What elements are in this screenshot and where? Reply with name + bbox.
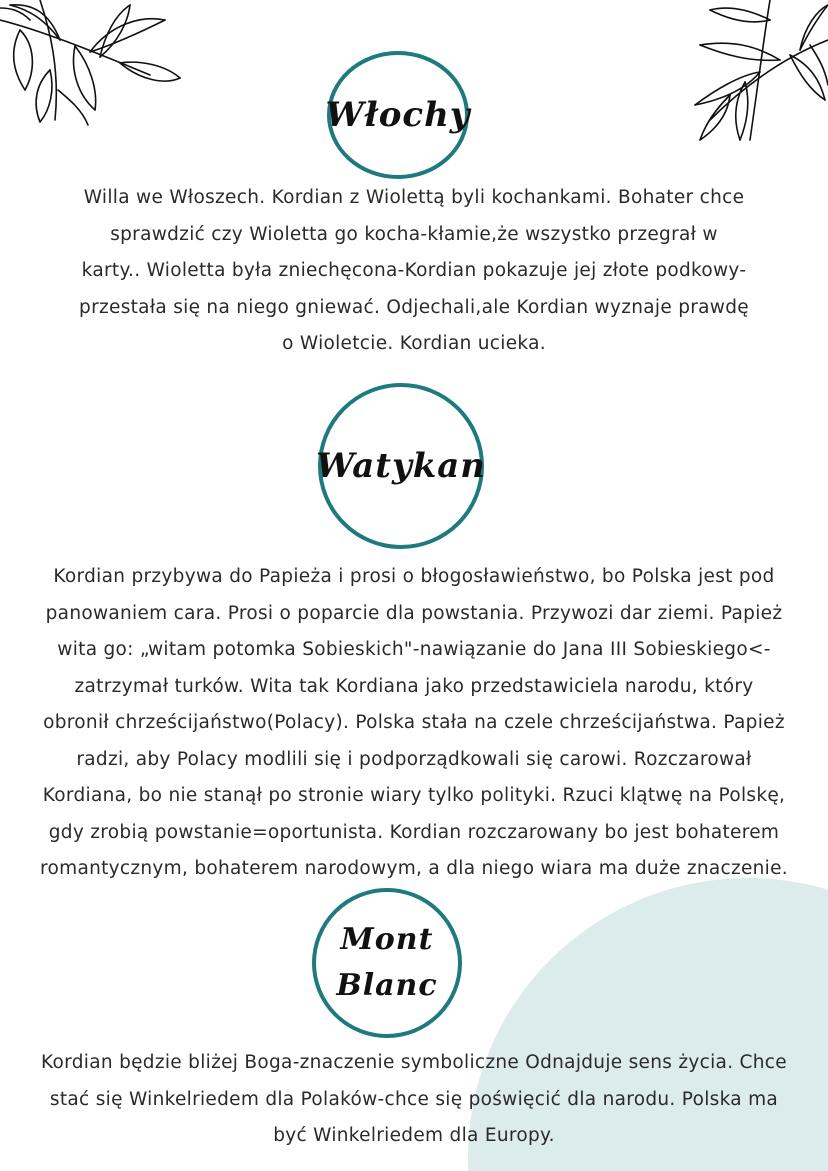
paragraph-line: obronił chrześcijaństwo(Polacy). Polska stała na czele chrześcijaństwa. Papież — [43, 712, 785, 733]
leaf-branch-icon — [0, 0, 190, 130]
section-title-line: Mont — [340, 922, 434, 957]
section-title-line: Blanc — [336, 968, 438, 1003]
paragraph-line: romantycznym, bohaterem narodowym, a dla niego wiara ma duże znaczenie. — [40, 858, 788, 879]
paragraph-line: Kordiana, bo nie stanął po stronie wiary tylko polityki. Rzuci klątwę na Polskę, — [42, 785, 786, 806]
paragraph-line: karty.. Wioletta była zniechęcona-Kordian pokazuje jej złote podkowy- — [81, 260, 747, 281]
section-title — [336, 917, 437, 1009]
paragraph-line: Kordian przybywa do Papieża i prosi o błogosławieństwo, bo Polska jest pod — [53, 566, 775, 587]
paragraph-line: sprawdzić czy Wioletta go kocha-kłamie,że wszystko przegrał w — [110, 223, 718, 245]
section-title: Włochy — [325, 95, 471, 135]
section-title: Watykan — [315, 446, 487, 486]
paragraph-line: gdy zrobią powstanie=oportunista. Kordian rozczarowany bo jest bohaterem — [48, 821, 780, 843]
section-paragraph — [20, 180, 808, 363]
paragraph-line: być Winkelriedem dla Europy. — [273, 1125, 555, 1146]
paragraph-line: wita go: „witam potomka Sobieskich"-nawiązanie do Jana III Sobieskiego<- — [57, 639, 771, 660]
paragraph-line: stać się Winkelriedem dla Polaków-chce się poświęcić dla narodu. Polska ma — [49, 1088, 779, 1110]
section-heading-circle — [312, 888, 462, 1038]
paragraph-line: Willa we Włoszech. Kordian z Wiolettą byli kochankami. Bohater chce — [83, 187, 745, 208]
paragraph-line: panowaniem cara. Prosi o poparcie dla powstania. Przywozi dar ziemi. Papież — [45, 602, 783, 624]
paragraph-line: o Wioletcie. Kordian ucieka. — [282, 333, 546, 354]
paragraph-line: radzi, aby Polacy modlili się i podporządkowali się carowi. Rozczarował — [76, 748, 752, 770]
section-heading-circle — [315, 383, 487, 549]
paragraph-line: zatrzymał turków. Wita tak Kordiana jako przedstawiciela narodu, który — [74, 675, 754, 697]
paragraph-line: Kordian będzie bliżej Boga-znaczenie symboliczne Odnajduje sens życia. Chce — [41, 1052, 787, 1073]
section-heading-circle — [327, 51, 469, 179]
leaf-branch-icon — [670, 0, 828, 145]
paragraph-line: przestała się na niego gniewać. Odjechali,ale Kordian wyznaje prawdę — [79, 296, 749, 318]
section-paragraph — [4, 1045, 824, 1155]
section-paragraph — [14, 559, 814, 888]
